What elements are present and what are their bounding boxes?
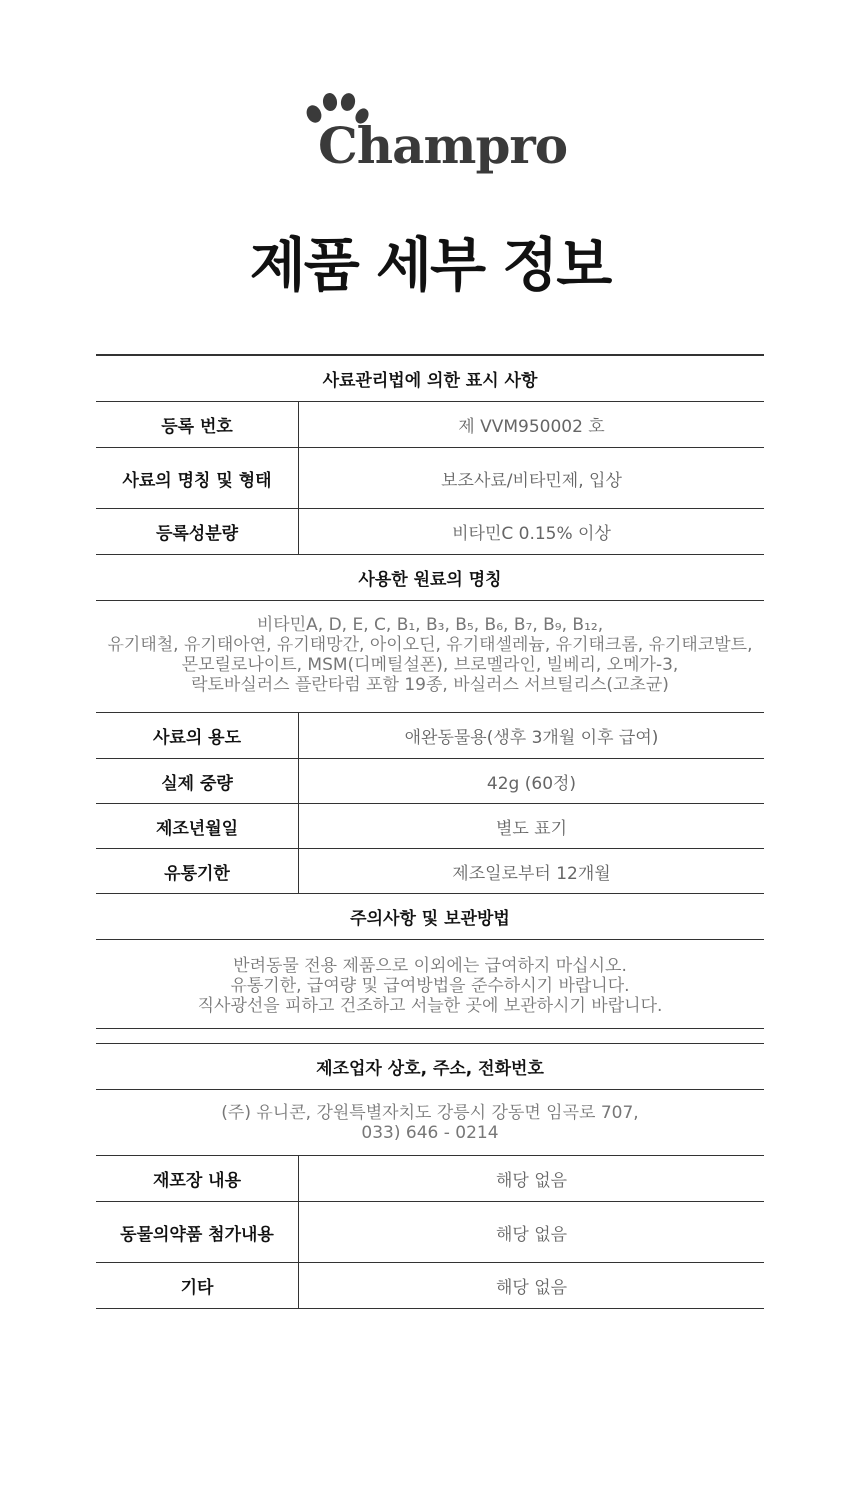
feed-name-value: 보조사료/비타민제, 입상 (441, 470, 622, 491)
brand-name: Champro (318, 116, 568, 175)
manufacturer-line: 033) 646 - 0214 (361, 1123, 499, 1143)
table-row (96, 448, 764, 509)
raw-materials-line: 몬모릴로나이트, MSM(디메틸설폰), 브로멜라인, 빌베리, 오메가-3, (181, 655, 679, 675)
table-row (96, 1156, 764, 1202)
repackaging-label: 재포장 내용 (96, 1156, 299, 1201)
registration-number-value: 제 VVM950002 호 (458, 417, 605, 437)
caution-text (96, 940, 764, 1029)
table-row (96, 759, 764, 804)
usage-label: 사료의 용도 (96, 713, 299, 758)
raw-materials-line: 락토바실러스 플란타럼 포함 19종, 바실러스 서브틸리스(고초균) (191, 675, 669, 695)
table-row (96, 402, 764, 448)
others-label: 기타 (96, 1263, 299, 1308)
registered-ingredient-value: 비타민C 0.15% 이상 (452, 524, 611, 544)
raw-materials-header: 사용한 원료의 명칭 (96, 555, 764, 601)
raw-materials-list (96, 601, 764, 713)
caution-line: 유통기한, 급여량 및 급여방법을 준수하시기 바랍니다. (230, 976, 630, 996)
manufacture-date-label: 제조년월일 (96, 804, 299, 848)
table-row (96, 1202, 764, 1263)
product-info-table (96, 354, 764, 1309)
raw-materials-line: 유기태철, 유기태아연, 유기태망간, 아이오딘, 유기태셀레늄, 유기태크롬, 유기태코발트, (107, 635, 753, 655)
usage-value: 애완동물용(생후 3개월 이후 급여) (404, 728, 659, 748)
expiry-value: 제조일로부터 12개월 (452, 863, 611, 884)
veterinary-drugs-label: 동물의약품 첨가내용 (96, 1202, 299, 1262)
net-weight-value: 42g (60정) (486, 773, 577, 794)
manufacture-date-value: 별도 표기 (495, 818, 568, 839)
caution-line: 직사광선을 피하고 건조하고 서늘한 곳에 보관하시기 바랍니다. (197, 996, 663, 1016)
spacer (96, 1029, 764, 1043)
net-weight-label: 실제 중량 (96, 759, 299, 803)
table-row (96, 1263, 764, 1309)
labeling-section-header: 사료관리법에 의한 표시 사항 (96, 356, 764, 402)
table-row (96, 713, 764, 759)
manufacturer-info (96, 1090, 764, 1156)
others-value: 해당 없음 (495, 1278, 568, 1298)
manufacturer-section-header: 제조업자 상호, 주소, 전화번호 (96, 1043, 764, 1090)
table-row (96, 509, 764, 555)
table-row (96, 849, 764, 894)
registration-number-label: 등록 번호 (96, 402, 299, 447)
repackaging-value: 해당 없음 (495, 1171, 568, 1191)
brand-logo (300, 92, 568, 184)
table-row (96, 804, 764, 849)
manufacturer-line: (주) 유니콘, 강원특별자치도 강릉시 강동면 임곡로 707, (221, 1103, 639, 1123)
expiry-label: 유통기한 (96, 849, 299, 893)
caution-line: 반려동물 전용 제품으로 이외에는 급여하지 마십시오. (233, 956, 627, 976)
page-title: 제품 세부 정보 (249, 231, 611, 299)
veterinary-drugs-value: 해당 없음 (495, 1224, 568, 1245)
raw-materials-line: 비타민A, D, E, C, B₁, B₃, B₅, B₆, B₇, B₉, B₁₂, (256, 615, 604, 635)
feed-name-label: 사료의 명칭 및 형태 (96, 448, 299, 508)
caution-section-header: 주의사항 및 보관방법 (96, 894, 764, 940)
registered-ingredient-label: 등록성분량 (96, 509, 299, 554)
